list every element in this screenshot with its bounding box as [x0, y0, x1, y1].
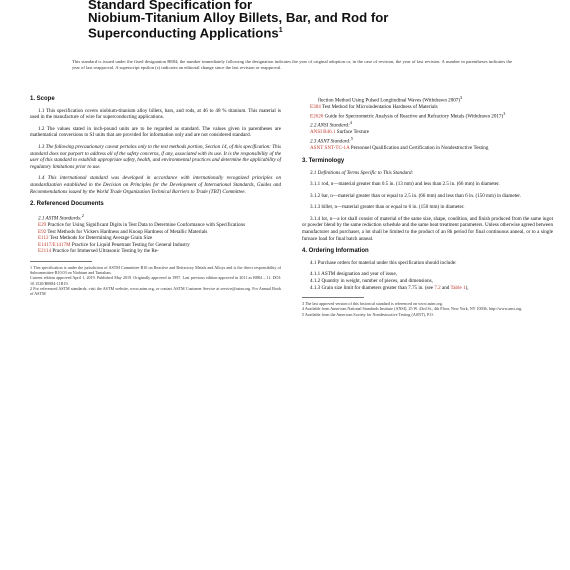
reference-title: Test Method for Microindentation Hardness of Materials [321, 104, 438, 111]
scope-1-3: 1.3 The following precautionary caveat pertains only to the test methods portion, Section 14, of this specification: This standard does not purport to address all of the safety concerns, if any, associated with its use. It is the responsibility of the user of this standard to establish appropriate safety, health, and environmental practices and determine the applicability of regulatory limitations prior to use. [30, 143, 281, 170]
reference-footnote-mark: 3 [503, 110, 506, 116]
title-footnote-mark: 1 [278, 27, 283, 34]
reference-code[interactable]: E112 [38, 235, 49, 242]
reference-item[interactable] [302, 104, 553, 111]
reference-item[interactable] [302, 145, 553, 152]
scope-1-2: 1.2 The values stated in inch-pound units are to be regarded as standard. The values given in parentheses are mathematical conversions to SI units that are provided for information only and are not considered standard. [30, 125, 281, 139]
ansi-label-text: 2.2 ANSI Standard: [310, 122, 350, 129]
ordering-4-1-3 [302, 285, 553, 292]
title-line-1: Standard Specification for [88, 0, 253, 12]
asnt-standard-label [302, 136, 553, 145]
reference-continuation-mark: 3 [460, 95, 463, 100]
reference-item[interactable] [30, 222, 281, 229]
title-line-3-text: Superconducting Applications [88, 25, 279, 41]
footnotes-left [30, 265, 281, 296]
asnt-label-text: 2.3 ASNT Standard: [310, 138, 351, 145]
reference-code[interactable]: E384 [310, 104, 321, 111]
reference-code[interactable]: E29 [38, 222, 47, 228]
scope-1-4: 1.4 This international standard was developed in accordance with internationally recognized principles on standardization established in the Decision on Principles for the Development of International Standards, Guides and Recommendations issued by the World Trade Organization Technical Barriers to Trade (TBT) Committee. [30, 175, 281, 195]
footnote-divider [302, 297, 364, 298]
reference-title: Test Methods for Determining Average Grain Size [49, 235, 153, 242]
astm-label-text: 2.1 ASTM Standards: [38, 215, 82, 222]
ordering-heading: 4. Ordering Information [302, 248, 369, 255]
ordering-4-1-3-and: and [440, 284, 451, 291]
reference-code[interactable]: ASNT SNT-TC-1A [310, 145, 350, 152]
document-title [88, 0, 528, 39]
title-line-2: Niobium-Titanium Alloy Billets, Bar, and Rod for [88, 10, 389, 25]
ansi-footnote-mark: 4 [349, 120, 352, 126]
astm-reference-list [30, 222, 281, 255]
astm-footnote-mark: 2 [81, 212, 84, 218]
definition-bar: 3.1.2 bar, n—material greater than or equal to 2.5 in. (66 mm) and less than 6 in. (150 mm) in diameter. [310, 192, 521, 199]
reference-item[interactable] [302, 111, 553, 120]
ordering-4-1-1: 4.1.1 ASTM designation and year of issue, [310, 271, 398, 278]
footnotes-right [302, 301, 553, 317]
table-link[interactable]: Table 1 [450, 284, 466, 291]
reference-code[interactable]: E2626 [310, 113, 324, 120]
reference-title: Practice for Immersed Ultrasonic Testing by the Re- [52, 248, 159, 255]
section-link[interactable]: 7.2 [434, 284, 441, 291]
footnote-3: 3 The last approved version of this historical standard is referenced on www.astm.org. [302, 301, 443, 307]
reference-continuation-text: flection Method Using Pulsed Longitudinal Waves (Withdrawn 2007) [318, 97, 461, 104]
reference-title: Personnel Qualification and Certification in Nondestructive Testing [350, 145, 489, 152]
reference-item[interactable] [302, 129, 553, 136]
reference-code[interactable]: E2114 [38, 248, 52, 255]
ordering-4-1: 4.1 Purchase orders for material under this specification should include: [310, 259, 457, 266]
title-line-3 [88, 24, 528, 39]
footnote-edition: Current edition approved April 1, 2019. Published May 2019. Originally approved in 1997. Last previous edition approved in 2011 as B884 – 11. DOI: 10.1520/B0884-11R19. [30, 275, 281, 286]
left-column [30, 96, 281, 296]
reference-code[interactable]: ANSI B46.1 [310, 129, 336, 136]
reference-item[interactable] [30, 235, 281, 242]
asnt-footnote-mark: 5 [350, 136, 353, 142]
reference-code[interactable]: E1417/E1417M [38, 241, 71, 248]
footnote-4: 4 Available from American National Standards Institute (ANSI), 25 W. 43rd St., 4th Floor, New York, NY 10036, http://www.ansi.org. [302, 306, 523, 312]
reference-code[interactable]: E92 [38, 228, 47, 235]
terminology-heading: 3. Terminology [302, 157, 345, 164]
referenced-heading: 2. Referenced Documents [30, 201, 104, 208]
ordering-4-1-2: 4.1.2 Quantity in weight, number of pieces, and dimensions, [310, 278, 433, 285]
scope-heading: 1. Scope [30, 96, 55, 102]
definition-rod: 3.1.1 rod, n—material greater than 0.5 in. (13 mm) and less than 2.5 in. (66 mm) in diameter. [310, 181, 500, 188]
designation-note: This standard is issued under the fixed designation B884; the number immediately following the designation indicates the year of original adoption or, in the case of revision, the year of last revision. A number in parentheses indicates the year of last reapproval. A superscript epsilon (ε) indicates an editorial change since the last revision or reapproval. [72, 59, 512, 71]
footnote-2: 2 For referenced ASTM standards, visit the ASTM website, www.astm.org, or contact ASTM Customer Service at service@astm.org. For Annual Book of ASTM [30, 285, 281, 296]
astm-standards-label [30, 213, 281, 222]
reference-item[interactable] [30, 248, 281, 255]
scope-1-1: 1.1 This specification covers niobium-titanium alloy billets, bars, and rods, at 46 to 48 % titanium. This material is used in the manufacture of wire for superconducting applications. [30, 107, 281, 121]
reference-title: Guide for Spectrometric Analysis of Reactive and Refractory Metals (Withdrawn 2017) [324, 113, 504, 120]
footnote-5: 5 Available from the American Society for Nondestructive Testing (ASNT), P.O. [302, 311, 434, 317]
reference-continuation [302, 95, 553, 104]
reference-title: Surface Texture [336, 129, 369, 136]
reference-title: Practice for Liquid Penetrant Testing for General Industry [71, 241, 190, 248]
definition-billet: 3.1.3 billet, n—material greater than or equal to 6 in. (150 mm) in diameter. [310, 204, 465, 211]
right-column [302, 95, 553, 317]
definitions-label: 3.1 Definitions of Terms Specific to This Standard: [310, 169, 414, 176]
ordering-4-1-3-text: 4.1.3 Grain size limit for diameters greater than 7.75 in. (see [310, 284, 435, 291]
reference-title: Practice for Using Significant Digits in Test Data to Determine Conformance with Specifications [47, 222, 246, 228]
ordering-4-1-3-end: ), [465, 284, 469, 291]
footnote-1: 1 This specification is under the jurisdiction of ASTM Committee B10 on Reactive and Refractory Metals and Alloys and is the direct responsibility of Subcommittee B10.03 on Niobium and Tantalum. [30, 264, 281, 276]
footnote-divider [30, 261, 92, 262]
definition-lot: 3.1.4 lot, n—a lot shall consist of material of the same size, shape, condition, and finish produced from the same ingot or powder blend by the same reduction schedule and the same heat treatment parameters. Unless otherwise agreed between manufacturer and purchaser, a lot shall be limited to the product of an 8h period for final continuous anneal, or to a single furnace load for final batch anneal. [302, 215, 553, 242]
reference-title: Test Methods for Vickers Hardness and Knoop Hardness of Metallic Materials [47, 228, 208, 235]
